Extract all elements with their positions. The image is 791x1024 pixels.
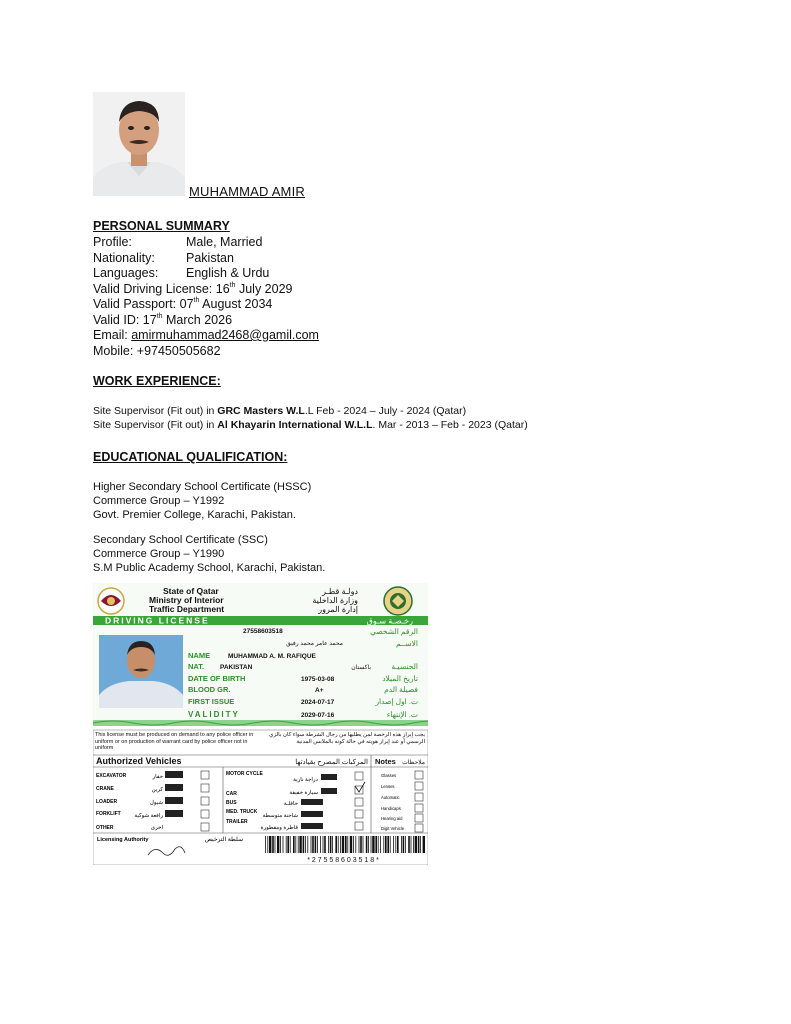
vehicle-other: OTHER: [96, 825, 114, 831]
nationality-value: Pakistan: [186, 250, 234, 265]
barcode-bar: [397, 836, 399, 853]
license-ministry-ar: وزارة الداخلية: [312, 596, 358, 605]
barcode-bar: [383, 836, 384, 853]
checkbox: [201, 771, 209, 779]
education-hssc: [93, 480, 311, 522]
field-nat-label: NAT.: [188, 662, 205, 671]
vehicle-trailer-ar: قاطرة ومقطورة: [260, 825, 298, 831]
barcode-bar: [380, 836, 381, 853]
notes-heading: Notes: [375, 757, 396, 766]
driving-license-image: [93, 583, 428, 865]
barcode-bar: [350, 836, 352, 853]
nationality-label: Nationality:: [93, 250, 155, 265]
licensing-authority-ar: سلطة الترخيص: [204, 837, 243, 843]
gcc-emblem-icon: [384, 587, 412, 615]
crane-icon: [165, 784, 183, 791]
vehicle-motorcycle: MOTOR CYCLE: [226, 771, 263, 777]
work-item: Site Supervisor (Fit out) in GRC Masters W.L.L Feb - 2024 – July - 2024 (Qatar): [93, 405, 467, 417]
education-heading: EDUCATIONAL QUALIFICATION:: [93, 450, 288, 464]
barcode-bar: [283, 836, 284, 853]
barcode-bar: [342, 836, 344, 853]
barcode-bar: [298, 836, 299, 853]
vehicle-motorcycle-ar: دراجة نارية: [293, 777, 318, 783]
barcode-bar: [265, 836, 266, 853]
barcode-bar: [320, 836, 321, 853]
car-icon: [321, 788, 337, 794]
barcode-bar: [415, 836, 417, 853]
field-nat-value: PAKISTAN: [220, 664, 253, 671]
vehicle-crane: CRANE: [96, 786, 114, 792]
vehicle-other-ar: اخرى: [150, 825, 163, 831]
barcode-bar: [286, 836, 287, 853]
qatar-emblem-icon: [98, 588, 124, 614]
note-item: Automatic: [381, 795, 400, 800]
hssc-institute: Govt. Premier College, Karachi, Pakistan.: [93, 509, 296, 521]
field-dob-label: DATE OF BIRTH: [188, 674, 246, 683]
vehicle-car-ar: سيارة خفيفة: [289, 790, 318, 796]
note-item: Lenses: [381, 784, 395, 789]
vehicle-car: CAR: [226, 791, 237, 797]
field-name-value: MUHAMMAD A. M. RAFIQUE: [228, 653, 316, 660]
vehicle-med-truck-ar: شاحنة متوسطة: [262, 813, 298, 819]
barcode-bar: [272, 836, 274, 853]
checkbox: [355, 822, 363, 830]
nationality-row: [93, 251, 319, 267]
barcode-bar: [347, 836, 348, 853]
barcode-bar: [323, 836, 324, 853]
barcode-bar: [371, 836, 372, 853]
barcode-bar: [315, 836, 317, 853]
personal-summary-heading: PERSONAL SUMMARY: [93, 219, 230, 233]
checkbox: [415, 824, 423, 832]
barcode-bar: [340, 836, 341, 853]
vehicle-loader: LOADER: [96, 799, 118, 805]
note-item: Hearing aid: [381, 816, 403, 821]
checkbox: [355, 810, 363, 818]
excavator-icon: [165, 771, 183, 778]
barcode-bar: [420, 836, 421, 853]
barcode-bar: [303, 836, 305, 853]
forklift-icon: [165, 810, 183, 817]
name-ar-value: محمد عامر محمد رفيق: [286, 641, 343, 647]
field-blood-label: BLOOD GR.: [188, 685, 231, 694]
truck-icon: [301, 811, 323, 817]
vehicle-crane-ar: كرين: [151, 787, 163, 793]
barcode-bar: [405, 836, 406, 853]
field-first-issue-ar: ت. اول إصدار: [375, 697, 418, 706]
ssc-group: Commerce Group – Y1990: [93, 548, 225, 560]
checkbox: [415, 793, 423, 801]
education-ssc: [93, 533, 325, 575]
trailer-icon: [301, 823, 323, 829]
barcode-bar: [408, 836, 410, 853]
email-row: [93, 328, 319, 344]
barcode-bar: [295, 836, 296, 853]
barcode-bar: [330, 836, 332, 853]
barcode-bar: [267, 836, 268, 853]
id-validity: Valid ID: 17th March 2026: [93, 312, 233, 327]
vehicle-bus-ar: حافلـة: [283, 801, 298, 807]
languages-value: English & Urdu: [186, 266, 270, 280]
notes-ar: ملاحظات: [402, 760, 425, 766]
barcode-bar: [307, 836, 308, 853]
vehicle-med-truck: MED. TRUCK: [226, 809, 258, 815]
barcode-bar: [360, 836, 362, 853]
work-item: Site Supervisor (Fit out) in Al Khayarin International W.L.L. Mar - 2013 – Feb - 2023 (Qatar): [93, 419, 528, 431]
note-item: Handicaps: [381, 806, 401, 811]
barcode-bar: [368, 836, 369, 853]
checkbox: [415, 782, 423, 790]
barcode-text: * 2 7 5 5 8 6 0 3 5 1 8 *: [307, 857, 379, 864]
email-link[interactable]: amirmuhammad2468@gamil.com: [131, 328, 319, 342]
languages-label: Languages:: [93, 266, 159, 280]
checkbox: [201, 810, 209, 818]
barcode-bar: [401, 836, 402, 853]
note-item: Glasses: [381, 773, 397, 778]
vehicle-bus: BUS: [226, 800, 237, 806]
vehicle-excavator: EXCAVATOR: [96, 773, 127, 779]
licensing-authority-label: Licensing Authority: [97, 837, 149, 843]
field-nat-ar: الجنسيـة: [391, 662, 418, 671]
profile-value: Male, Married: [186, 235, 263, 249]
languages-row: [93, 266, 319, 282]
personal-no-ar: الرقم الشخصي: [370, 627, 418, 636]
company-name: GRC Masters W.L: [217, 405, 305, 417]
vehicle-forklift-ar: رافعة شوكية: [134, 813, 163, 819]
work-experience-list: [93, 404, 528, 432]
profile-photo: [93, 92, 185, 196]
field-validity-label: VALIDITY: [188, 710, 240, 719]
license-state: State of Qatar: [163, 586, 219, 596]
checkbox: [415, 804, 423, 812]
barcode-bar: [328, 836, 329, 853]
field-first-issue-label: FIRST ISSUE: [188, 697, 235, 706]
barcode-bar: [293, 836, 295, 853]
vehicle-loader-ar: شيول: [149, 800, 163, 806]
checkbox: [415, 771, 423, 779]
passport-validity: Valid Passport: 07th August 2034: [93, 297, 273, 311]
barcode-bar: [366, 836, 368, 853]
barcode-bar: [311, 836, 312, 853]
checkbox: [201, 823, 209, 831]
email-label: Email:: [93, 328, 132, 342]
barcode-bar: [338, 836, 339, 853]
barcode-bar: [403, 836, 405, 853]
field-dob-value: 1975-03-08: [301, 676, 335, 683]
barcode-bar: [418, 836, 420, 853]
checkbox: [415, 814, 423, 822]
loader-icon: [165, 797, 183, 804]
vehicle-forklift: FORKLIFT: [96, 811, 121, 817]
barcode-bar: [355, 836, 356, 853]
barcode-bar: [395, 836, 396, 853]
person-photo-icon: [93, 92, 185, 196]
vehicle-trailer: TRAILER: [226, 819, 248, 825]
barcode-bar: [317, 836, 318, 853]
checkbox: [355, 772, 363, 780]
name-ar-label: الاســم: [395, 639, 418, 648]
barcode-bar: [277, 836, 279, 853]
barcode-bar: [305, 836, 306, 853]
barcode-bar: [353, 836, 354, 853]
field-validity-ar: ت. الإنتهاء: [386, 710, 418, 719]
candidate-name: MUHAMMAD AMIR: [189, 184, 305, 199]
barcode-bar: [324, 836, 326, 853]
hssc-group: Commerce Group – Y1992: [93, 495, 225, 507]
bus-icon: [301, 799, 323, 805]
authorized-vehicles-ar: المركبات المصرح بقيادتها: [295, 759, 368, 766]
barcode-bar: [423, 836, 425, 853]
license-number: 27558603518: [243, 628, 283, 635]
profile-label: Profile:: [93, 235, 132, 249]
barcode-bar: [372, 836, 374, 853]
barcode-icon: [265, 836, 425, 853]
notice-en: This license must be produced on demand to any police officer in uniform or on production of warrant card by police officer not in uniform: [95, 732, 254, 751]
barcode-bar: [363, 836, 364, 853]
field-nat-ar-value: باكستان: [351, 665, 371, 671]
profile-row: [93, 235, 319, 251]
field-blood-ar: فصيلة الدم: [384, 685, 418, 694]
driving-license-validity: Valid Driving License: 16th July 2029: [93, 281, 293, 296]
license-holder-photo: [99, 635, 183, 708]
barcode-bar: [393, 836, 394, 853]
barcode-bar: [378, 836, 379, 853]
barcode-bar: [390, 836, 391, 853]
vehicle-excavator-ar: حفار: [152, 774, 163, 780]
field-dob-ar: تاريخ الميلاد: [382, 674, 418, 683]
barcode-bar: [385, 836, 387, 853]
authorized-vehicles-heading: Authorized Vehicles: [96, 756, 182, 766]
notice-ar: يجب إبراز هذه الرخصة لمن يطلبها من رجال الشرطة سواء كان بالزي الرسمي أو عند إبراز هويته في حالة كونه بالملابس المدنية: [269, 732, 425, 745]
work-experience-heading: WORK EXPERIENCE:: [93, 374, 221, 388]
field-first-issue-value: 2024-07-17: [301, 699, 335, 706]
license-dept-ar: إدارة المرور: [318, 605, 358, 614]
barcode-bar: [411, 836, 412, 853]
ssc-institute: S.M Public Academy School, Karachi, Pakistan.: [93, 562, 326, 574]
barcode-bar: [387, 836, 389, 853]
license-ministry: Ministry of Interior: [149, 595, 224, 605]
barcode-bar: [335, 836, 337, 853]
checkbox: [355, 798, 363, 806]
barcode-bar: [290, 836, 291, 853]
mobile-row: Mobile: +97450505682: [93, 343, 221, 358]
barcode-bar: [345, 836, 347, 853]
field-validity-value: 2029-07-16: [301, 712, 335, 719]
barcode-bar: [269, 836, 271, 853]
barcode-bar: [312, 836, 314, 853]
company-name: Al Khayarin International W.L.L: [217, 419, 373, 431]
hssc-title: Higher Secondary School Certificate (HSSC): [93, 481, 312, 493]
license-banner: DRIVING LICENSE: [105, 615, 210, 626]
personal-summary: [93, 235, 319, 359]
license-state-ar: دولـة قطـر: [322, 587, 358, 596]
motorcycle-icon: [321, 774, 337, 780]
barcode-bar: [275, 836, 276, 853]
barcode-bar: [280, 836, 281, 853]
license-banner-ar: رخـصـة سـوق: [366, 616, 413, 626]
field-name-label: NAME: [188, 651, 211, 660]
license-dept: Traffic Department: [149, 604, 225, 614]
ssc-title: Secondary School Certificate (SSC): [93, 534, 268, 546]
barcode-bar: [299, 836, 301, 853]
barcode-bar: [359, 836, 360, 853]
barcode-bar: [375, 836, 377, 853]
checkbox: [201, 797, 209, 805]
barcode-bar: [332, 836, 333, 853]
note-item: Digit Vehicle: [381, 826, 405, 831]
field-blood-value: A+: [315, 687, 324, 694]
barcode-bar: [413, 836, 414, 853]
checkbox: [201, 784, 209, 792]
barcode-bar: [287, 836, 289, 853]
